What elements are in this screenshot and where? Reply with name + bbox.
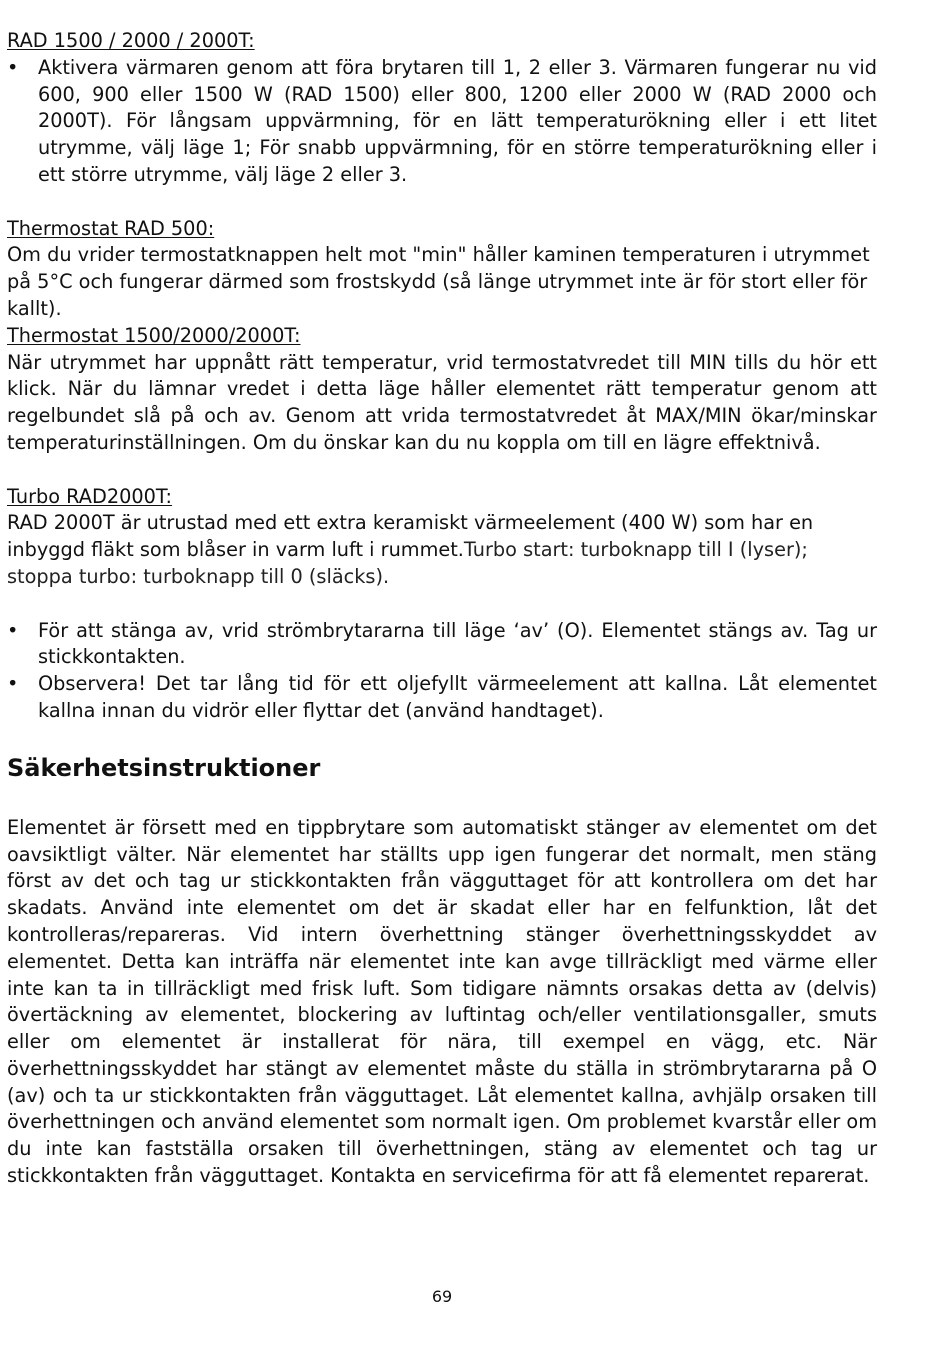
rad1500-heading: RAD 1500 / 2000 / 2000T:: [7, 29, 255, 52]
rad1500-bullet-list: [7, 55, 877, 189]
thermostat-500-text: Om du vrider termostatknappen helt mot "min" håller kaminen temperaturen i utrymmet på 5°C och fungerar därmed som frostskydd (så länge utrymmet inte är för stort eller för kallt).: [7, 243, 870, 320]
thermostat-1500-text: När utrymmet har uppnått rätt temperatur, vrid termostatvredet till MIN tills du hör ett klick. När du lämnar vredet i detta läge håller elementet rätt temperatur genom att regelbundet slå på och av. Genom att vrida termostatvredet åt MAX/MIN ökar/minskar temperaturinställningen. Om du önskar kan du nu koppla om till en lägre effektnivå.: [7, 350, 877, 454]
safety-text: Elementet är försett med en tippbrytare som automatiskt stänger av elementet om det oavsiktligt välter. När elementet har ställts upp igen fungerar det normalt, men stäng först av det och tag ur stickkontakten från vägguttaget för att kontrollera om det har skadats. Använd inte elementet om det är skadat eller har en felfunktion, låt det kontrolleras/repareras. Vid intern överhettning stänger överhettningsskyddet av elementet. Detta kan inträffa när elementet inte kan avge tillräckligt med värme eller inte kan ta in tillräckligt med frisk luft. Som tidigare nämnts orsakas detta av (delvis) övertäckning av elementet, blockering av luftintag och/eller ventilationsgaller, smuts eller om elementet är installerat för nära, till exempel en vägg, etc. När överhettningsskyddet har stängt av elementet måste du ställa in strömbrytararna på O (av) och ta ur stickkontakten från vägguttaget. Låt elementet kallna, avhjälp orsaken till överhettningen och använd elementet som normalt igen. Om problemet kvarstår eller om du inte kan fastställa orsaken till överhettningen, stäng av elementet och tag ur stickkontakten från vägguttaget. Kontakta en servicefirma för att få elementet reparerat.: [7, 815, 877, 1188]
bullet-icon: •: [7, 55, 19, 79]
manual-page: [7, 28, 877, 1190]
spacer: [7, 457, 877, 484]
page-number: 69: [431, 1287, 453, 1306]
notes-bullet-list: [7, 618, 877, 725]
bullet-icon: •: [7, 672, 19, 696]
thermostat-500-heading: Thermostat RAD 500:: [7, 216, 215, 240]
list-item: [7, 618, 877, 672]
switch-off-note: För att stänga av, vrid strömbrytararna till läge ‘av’ (O). Elementet stängs av. Tag ur stickkontakten.: [38, 618, 877, 669]
spacer: [7, 189, 877, 216]
list-item: [7, 55, 877, 189]
turbo-heading: Turbo RAD2000T:: [7, 484, 173, 508]
spacer: [7, 783, 877, 815]
turbo-text-continuation: Turbo start: turboknapp till I (lyser); stoppa turbo: turboknapp till 0 (släcks).: [7, 538, 808, 588]
cooling-warning-note: Observera! Det tar lång tid för ett oljefyllt värmeelement att kallna. Låt elementet kallna innan du vidrör eller flyttar det (använd handtaget).: [38, 672, 877, 722]
safety-section-title: Säkerhetsinstruktioner: [7, 753, 321, 782]
bullet-icon: •: [7, 618, 19, 642]
turbo-text: RAD 2000T är utrustad med ett extra keramiskt värmeelement (400 W) som har en inbyggd fläkt som blåser in varm luft i rummet.: [7, 511, 814, 562]
list-item: [7, 671, 877, 725]
thermostat-1500-heading: Thermostat 1500/2000/2000T:: [7, 323, 301, 347]
rad1500-bullet-text: Aktivera värmaren genom att föra brytaren till 1, 2 eller 3. Värmaren fungerar nu vid 600, 900 eller 1500 W (RAD 1500) eller 800, 1200 eller 2000 W (RAD 2000 och 2000T). För långsam uppvärmning, för en lätt temperaturökning eller i ett litet utrymme, välj läge 1; För snabb uppvärmning, för en större temperaturökning eller i ett större utrymme, välj läge 2 eller 3.: [38, 55, 877, 186]
spacer: [7, 591, 877, 618]
turbo-paragraph: [7, 510, 877, 590]
